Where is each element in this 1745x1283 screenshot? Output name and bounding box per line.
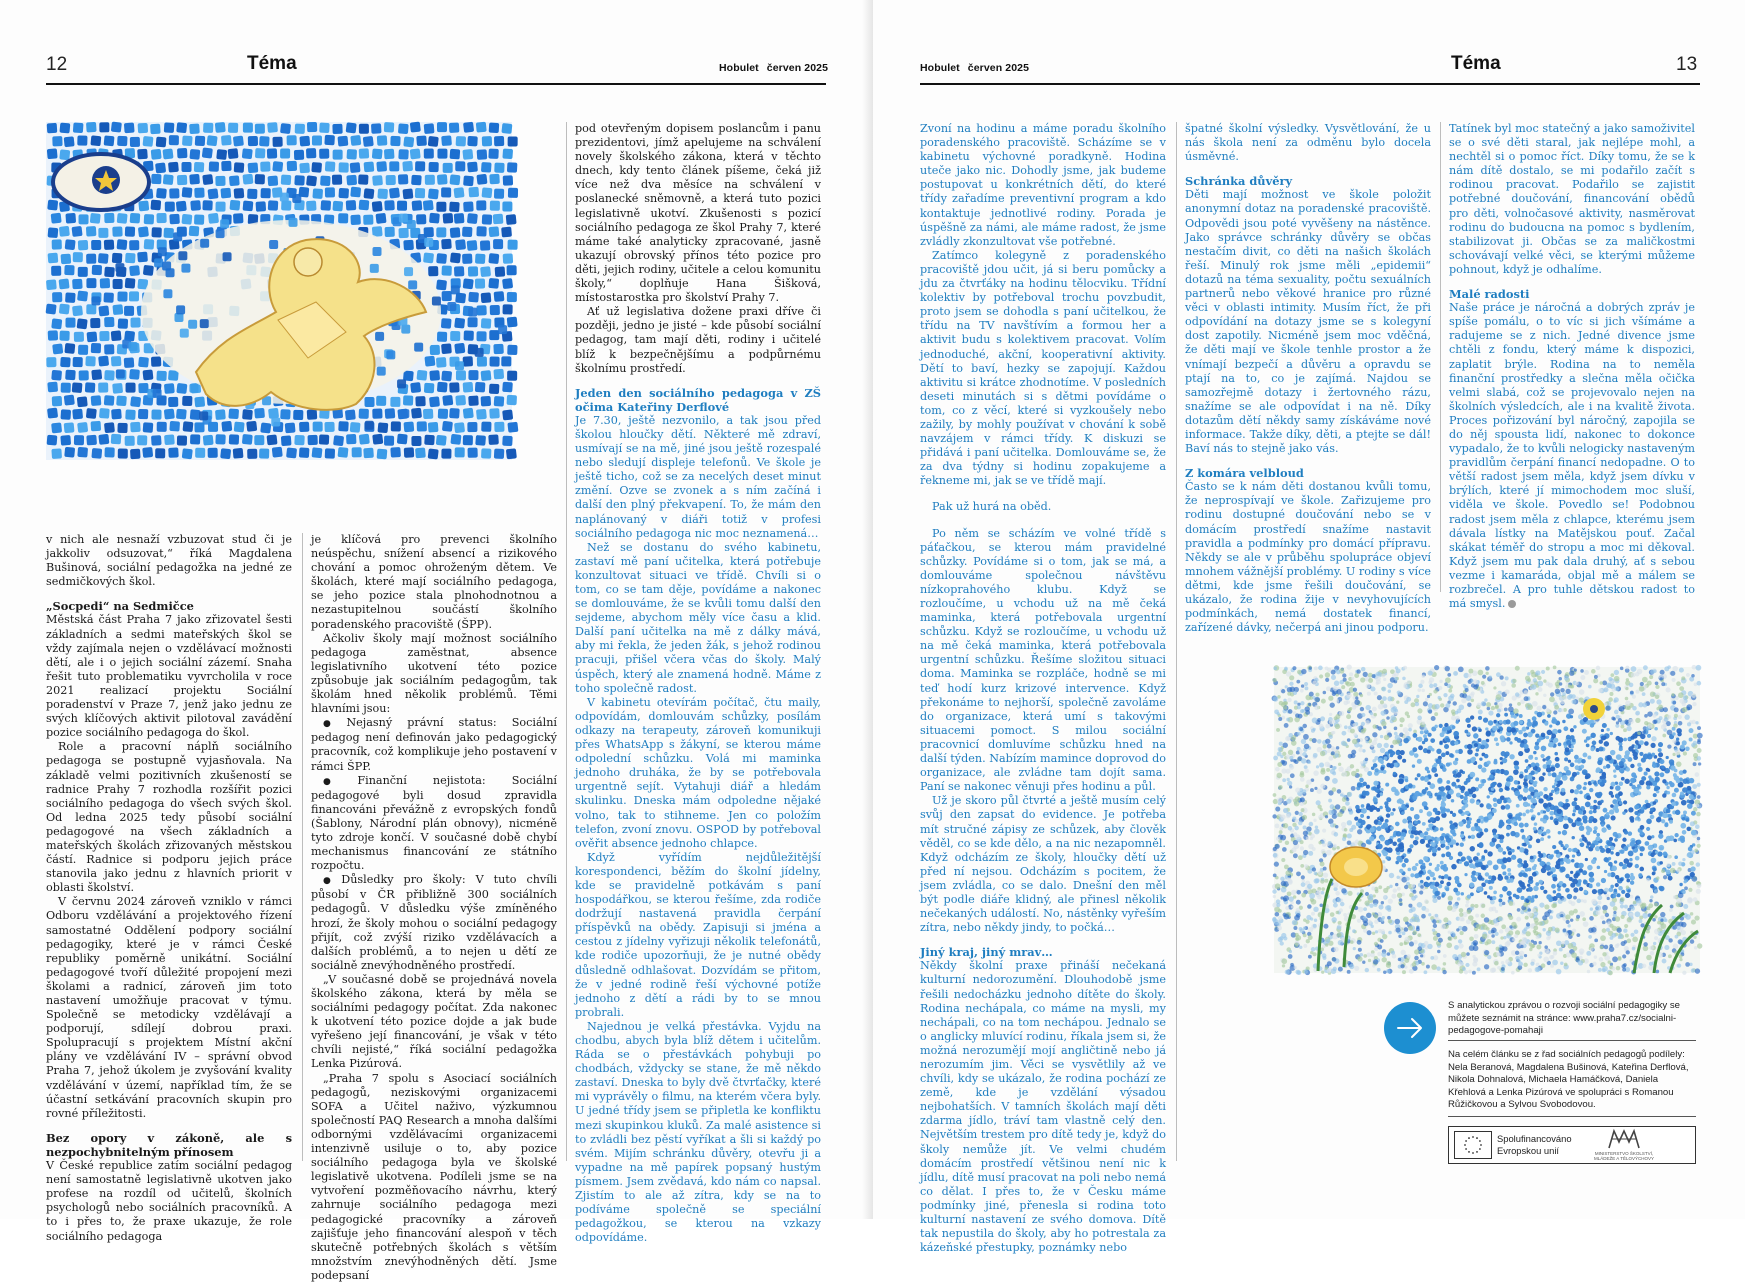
note-rule: [1448, 1040, 1696, 1041]
paragraph-text: Naše práce je náročná a dobrých zpráv je spíše pomálu, o to víc si jich všímáme a radujeme se z nich. Jedné divence jsme chtěli z fondu, který máme k dispozici, zaplatit brýle. Rodina na to neměla finanční prostředky a slečna měla očička velmi slabá, což se projevovalo nejen na školních výsledcích, ale i na kvalitě života. Proces pořizování byl náročný, zapojila se do něj spousta lidí, nakonec to dokonce vypadalo, že to kvůli nelogicky nastaveným pravidlům čerpání financí nedopadne. O to větší radost jsem měla, když jsem dívku v brýlích, které jí mimochodem moc sluší, viděla ve škole. Povedlo se! Podobnou radost jsem měla z chlapce, kterému jsem dávala lístky na Matějskou pouť. Začal skákat téměř do stropu a moc mi děkoval. Když jsem mu pak dala druhý, ať s sebou vezme i kamaráda, objal mě a málem se rozbrečel. A pro tuhle dětskou radost to má smysl.: [1449, 301, 1695, 611]
msmt-logo-text: [1591, 1151, 1657, 1161]
paragraph: Najednou je velká přestávka. Vyjdu na chodbu, abych byla blíž dětem i učitelům. Ráda se o přestávkách pohybuji po chodbách, vždycky se stane, že mě někdo zastaví. Dneska to byly dvě čtvrťačky, které mi vyprávěly o filmu, na kterém včera byly. U jedné třídy jsem se připletla ke konfliktu mezi skupinkou kluků. Za malé asistence si to zvládli bez pěstí vyříkat a šli si každý po svém. Mijím schránku důvěry, otevřu ji a vypadne na mě papírek popsaný hustým písmem. Jsem zvědavá, kdo nám co napsal. Zjistím to ale až zítra, kdy se na to podíváme společně se speciální pedagožkou, se kterou na vzkazy odpovídáme.: [575, 1019, 821, 1245]
bullet-item: ● Důsledky pro školy: V tuto chvíli působí v ČR přibližně 300 sociálních pedagogů. V důsledku výše zmíněného hrozí, že školy mohou o sociální pedagogy přijít, což zvýší riziko vzdělávacích a dalších problémů, a to nejen u dětí ze sociálně znevýhodněného prostředí.: [311, 873, 557, 973]
paragraph: Zatímco kolegyně z poradenského pracoviště jdou učit, já si beru pomůcky a jdu za čtvrťáky na hodinu tělocviku. Třídní kolektiv by potřeboval trochu povzbudit, proto jsem se dohodla s paní učitelkou, že třídu na TV navštívím a formou her a aktivit budu s kolektivem pracovat. Volím jednoduché, akční, kooperativní aktivity. Dětí to baví, hezky se zapojují. Každou aktivitu si krátce zhodnotíme. V posledních deseti minutách si s dětmi povídáme o tom, co z věcí, které si vyzkoušely nebo zažily, by mohly používat v chování k sobě navzájem v rámci třídy. K diskuzi se přidává i paní učitelka. Domlouváme se, že za dva týdny si hodinu zopakujeme a řekneme mi, jak se ve třídě mají.: [920, 248, 1166, 488]
magazine-name: Hobulet: [719, 62, 759, 74]
note-rule: [1448, 1116, 1696, 1117]
eu-label-line: Spolufinancováno: [1497, 1133, 1572, 1144]
paragraph: V červnu 2024 zároveň vzniklo v rámci Odboru vzdělávání a projektového řízení samostatné Oddělení podpory sociální pedagogiky, které je v rámci České republiky poměrně unikátní. Sociální pedagogové tvoří důležité propojení mezi školami a radnicí, zároveň jim toto nastavení umožňuje pracovat v týmu. Společně se metodicky vzdělávají a podporují, sdílejí dobrou praxi. Spolupracují s projektem Místní akční plány ve vzdělávání IV – správní obvod Praha 7, jehož úkolem je zvyšování kvality vzdělávání v území, například tím, že se účastní setkávání pracovních skupin pro rovné příležitosti.: [46, 895, 292, 1120]
arrow-right-icon: [1384, 1002, 1436, 1054]
dotted-bird-artwork: [1274, 667, 1700, 973]
paragraph: Role a pracovní náplň sociálního pedagoga se postupně vyjasňovala. Na základě velmi pozitivních zkušeností se radnice Prahy 7 rozhodla rozšířit pozici sociálního pedagoga do všech svých škol. Od ledna 2025 tedy působí sociální pedagogové na všech základních a mateřských školách zřizovaných městskou částí. Radnice si podporu jejich práce stanovila jako jednu z hlavních priorit v oblasti školství.: [46, 740, 292, 895]
spacer: [920, 515, 1166, 527]
paragraph: V České republice zatím sociální pedagog není samostatně legislativně ukotven jako profese na rozdíl od učitelů, školních psychologů nebo sociálních pracovníků. A to i přes to, že praxe ukazuje, že role sociálního pedagoga: [46, 1159, 292, 1243]
masthead: [719, 62, 836, 74]
right-column-3: [1449, 122, 1695, 611]
paragraph: [1449, 301, 1695, 611]
magazine-name: Hobulet: [920, 62, 960, 74]
left-column-2: [311, 533, 557, 1283]
bullet-item: ● Finanční nejistota: Sociální pedagogové byli dosud zpravidla financováni převážně z evropských fondů (Šablony, Národní plán obnovy), nicméně tyto zdroje končí. V současné době chybí mechanismus financování ze státního rozpočtu.: [311, 774, 557, 874]
paragraph: Po něm se scházím ve volné třídě s páťačkou, se kterou mám pravidelné schůzky. Povídáme si o tom, jak se má, a domlouváme společnou návštěvu nízkoprahového klubu. Když se rozloučíme, u vchodu už na mě čeká maminka, která potřebovala urgentní schůzku. Když se rozloučíme, u vchodu už na mě čeká maminka, která potřebovala urgentní schůzku. Řešíme složitou situaci doma. Maminka se rozpláče, hodně se mi teď hodí kurz krizové intervence. Když překonáme to nejhorší, společně zavoláme do organizace, která umí s takovými situacemi pomoct. S milou sociální pracovnicí domluvíme schůzku hned na další týden. Nabízím mamince doprovod do organizace, ale zvládne tam dojít sama. Paní se nakonec věnuji přes hodinu a půl.: [920, 526, 1166, 794]
section-rubric: Téma: [1451, 53, 1501, 74]
bullet-dot-icon: [1508, 600, 1516, 608]
subheading: Schránka důvěry: [1185, 174, 1293, 189]
page-number: 13: [1676, 54, 1698, 75]
sidebar-story: [575, 386, 821, 1246]
subheading: Bez opory v zákoně, ale s nezpochybnitelným přínosem: [46, 1130, 292, 1159]
arrow-right-button[interactable]: [1384, 1002, 1436, 1054]
page-left: [0, 0, 872, 1282]
credits-note: Na celém článku se z řad sociálních pedagogů podílely: Nela Beranová, Magdalena Bušinová, Kateřina Derflová, Nikola Dohnalová, Michaela Hamáčková, Daniela Křehlová a Lenka Pizúrová ve spolupráci s Romanou Růžičkovou a Sylvou Svobodovou.: [1448, 1049, 1689, 1111]
msmt-line: MINISTERSTVO ŠKOLSTVÍ,: [1594, 1151, 1654, 1156]
paragraph: Tatínek byl moc statečný a jako samoživitel se o své děti staral, jak nejlépe mohl, a nechtěl si o pomoc říct. Díky tomu, že se k nám dítě dostalo, se mi podařilo začít s rodinou pracovat. Podařilo se zajistit potřebné doučování, financování obědů pro děti, volnočasové aktivity, nasměrovat rodinu do budoucna na pomoc s bydlením, stabilizovat ji. Občas se za maličkostmi schovávají velké věci, se kterými můžeme pohnout, když je odhalíme.: [1449, 122, 1695, 276]
paragraph: „Praha 7 spolu s Asociací sociálních pedagogů, neziskovými organizacemi SOFA a Učitel naživo, výzkumnou společností PAQ Research a mnoha dalšími odbornými vzdělávacími organizacemi intenzivně usiluje o to, aby pozice sociálního pedagoga byla ve školské legislativě ukotvena. Podíleli jsme se na vytvoření pozměňovacího návrhu, který zahrnuje sociálního pedagoga mezi pedagogické pracovníky a zároveň zajišťuje jeho financování alespoň v těch skutečně potřebných školách s větším množstvím znevýhodněných dětí. Jsme podepsaní: [311, 1071, 557, 1282]
right-column-2: [1185, 122, 1431, 635]
left-column-3: [575, 122, 821, 1245]
column-rule: [1440, 122, 1441, 592]
paragraph: Často se k nám děti dostanou kvůli tomu, že neprospívají ve škole. Zařizujeme pro rodinu dostupné doučování nebo se v domácím prostředí snažíme nastavit pravidla a podmínky pro domácí přípravu. Někdy se ale v průběhu spolupráce objeví mnohem vážnější problémy. U rodiny s více dětmi, kde jsme řešili doučování, se ukázalo, že rodina žije v nevyhovujících podmínkách, nemá dostatek financí, zařízené dávky, nečerpá ani jinou podporu.: [1185, 480, 1431, 635]
issue-date: červen 2025: [967, 62, 1030, 74]
paragraph: Ačkoliv školy mají možnost sociálního pedagoga zaměstnat, absence legislativního ukotvení této pozice způsobuje jak sociálním pedagogům, tak školám hned několik problémů. Těmi hlavními jsou:: [311, 631, 557, 716]
paragraph: Než se dostanu do svého kabinetu, zastaví mě paní učitelka, která potřebuje konzultovat situaci ve třídě. Chvíli si o tom, co se tam děje, povídáme a nakonec se domlouváme, že se kvůli tomu další den sejdeme, abychom měly více času a klid. Další paní učitelka na mě z dálky mává, aby mi řekla, že jeden žák, s jehož rodinou pracuji, přišel včera včas do školy. Malý úspěch, který ale znamená hodně. Máme z toho společně radost.: [575, 540, 821, 695]
paragraph: V kabinetu otevírám počítač, čtu maily, odpovídám, domlouvám schůzky, posílám odkazy na terapeuty, zároveň komunikuji přes WhatsApp s žákyní, se kterou máme odpolední schůzku. Volá mi maminka jednoho druháka, že by se potřebovala urgentně sejít. Vytahuji diář a hledám skulinku. Dneska mám odpoledne nějaké volno, tak to stihneme. Jen co položím telefon, zvoní znovu. OSPOD by potřeboval ověřit absence jednoho chlapce.: [575, 695, 821, 850]
subheading: Malé radosti: [1449, 287, 1530, 302]
page-number: 12: [46, 54, 68, 75]
eu-flag-icon: [1454, 1131, 1492, 1159]
eu-label-line: Evropskou unií: [1497, 1144, 1560, 1156]
info-note: S analytickou zprávou o rozvoji sociální pedagogiky se můžete seznámit na stránce: www.praha7.cz/socialni-pedagogove-pomahaji: [1448, 1000, 1680, 1037]
spacer: [920, 488, 1166, 500]
eu-funding-label: [1497, 1133, 1572, 1156]
paragraph: Ať už legislativa dožene praxi dříve či později, jedno je jisté – kde působí sociální pedagog, tam mají děti, rodiny i učitelé blíž k bezpečnějšímu a podpůrnému školnímu prostředí.: [575, 305, 821, 375]
left-column-1: [46, 533, 292, 1244]
paragraph: Je 7.30, ještě nezvonilo, a tak jsou před školou hloučky dětí. Některé mě zdraví, usmívají se na mě, jiné jsou ještě rozespalé nebo sledují displeje telefonů. Ve škole je ještě ticho, což se za necelých deset minut změní. Ozve se zvonek a s ním začíná i další den plný překvapení. To, že mám den naplánovaný v diáři totiž v profesi sociálního pedagoga nic moc neznamená…: [575, 413, 821, 540]
msmt-line: MLÁDEŽE A TĚLOVÝCHOVY: [1594, 1156, 1654, 1161]
paragraph: Městská část Praha 7 jako zřizovatel šesti základních a sedmi mateřských škol se vždy zajímala nejen o vzdělávací možnosti dětí, ale i o jejich sociální zázemí. Snaha řešit tuto problematiku vyvrcholila v roce 2021 realizací projektu Sociální poradenství v Praze 7, jenž jako jednu ze svých klíčových aktivit pilotoval zavádění pozice sociálního pedagoga do škol.: [46, 613, 292, 740]
section-rubric: Téma: [247, 53, 297, 74]
paragraph: Pak už hurá na oběd.: [932, 500, 1052, 514]
column-rule: [1176, 122, 1177, 1161]
paragraph: Když vyřídím nejdůležitější korespondenci, běžím do školní jídelny, kde se pravidelně potkávám s paní hospodářkou, se kterou řešíme, zda rodiče dodržují nastavená pravidla čerpání příspěvků na obědy. Zapisuji si jména a cestou z jídelny vyřizuji několik telefonátů, kde rodiče upozorňuji, že je nutné obědy důsledně odhlašovat. Dozvídám se přitom, že v jedné rodině řeší výchovné potíže jednoho z dětí a rádi by to se mnou probrali.: [575, 850, 821, 1019]
column-rule: [566, 122, 567, 1161]
subheading: Jeden den sociálního pedagoga v ZŠ očima Kateřiny Derflové: [575, 385, 821, 414]
paragraph: „V současné době se projednává novela školského zákona, která by měla se sociálními pedagogy počítat. Zda nakonec k ukotvení této pozice dojde a jak bude vyřešeno její financování, je však v této chvíli nejisté,“ říká sociální pedagožka Lenka Pizúrová.: [311, 972, 557, 1071]
subheading: Jiný kraj, jiný mrav…: [920, 945, 1053, 960]
header-rule: [920, 83, 1700, 85]
issue-date: červen 2025: [766, 62, 829, 74]
paragraph: je klíčová pro prevenci školního neúspěchu, snížení absencí a rizikového chování a pomoc ohroženým dětem. Ve školách, které mají sociálního pedagoga, se jeho pozice stala plnohodnotnou a nezastupitelnou součástí školního poradenského pracoviště (ŠPP).: [311, 533, 557, 631]
paragraph: špatné školní výsledky. Vysvětlování, že u nás škola není za odměnu bylo docela úsměvné.: [1185, 122, 1431, 164]
paragraph: Zvoní na hodinu a máme poradu školního poradenského pracoviště. Scházíme se v kabinetu výchovné poradkyně. Hodina uteče jako nic. Dohodly jsme, jak budeme postupovat u konkrétních dětí, do které třídy zařadíme preventivní program a kdo kontaktuje jednotlivé rodiny. Porada je úspěšně za námi, ale máme radost, že jsme zvládly zkonzultovat vše potřebné.: [920, 122, 1166, 248]
column-rule: [302, 533, 303, 1161]
paragraph: Děti mají možnost ve škole položit anonymní dotaz na poradenské pracoviště. Odpovědi jsou poté vyvěšeny na nástěnce. Jako správce schránky důvěry se občas nestačím divit, co děti na našich školách řeší. Minulý rok jsme měli „epidemii“ dotazů na téma sexuality, počtu sexuálních partnerů nebo věkové hranice pro různé věci v oblasti intimity. Musím říct, že při odpovídání na dotazy jsme se s kolegyní dost zapotily. Nicméně jsem moc vděčná, že děti mají ve škole tenhle prostor a že vnímají bezpečí a důvěru a opravdu se ptají na to, co je zajímá. Najdou se samozřejmě dotazy i žertovného rázu, snažíme se ale odpovídat i na ně. Díky dotazům dětí někdy samy získáváme nové informace. Takže díky, děti, a ptejte se dál! Baví nás to stejně jako vás.: [1185, 188, 1431, 456]
paragraph: Někdy školní praxe přináší nečekaná kulturní nedorozumění. Dlouhodobě jsme řešili nedocházku jednoho dítěte do školy. Rodina nechápala, co máme na mysli, my nechápali, co na tom nechápou. Jednalo se o anglicky mluvící rodinu, říkala jsem si, že možná nerozumějí mojí angličtině nebo já nerozumím jim. Věci se vysvětlily až ve chvíli, kdy se ukázalo, že rodina pochází ze země, kde je vzdělání výsadou nejbohatších. V tamních školách mají děti zdarma jídlo, tráví tam vlastně celý den. Největším trestem pro dítě tedy je, když do školy nemůže jít. Ve velmi chudém domácím prostředí většinou není nic k jídlu, dítě musí pracovat na poli nebo nemá co dělat. I přes to, že v Česku máme podmínky jiné, přenesla si rodina toto kulturní nastavení ze svého domova. Dítě tak nepustila do školy, aby ho potrestala za kázeňské přestupky, poznámky nebo: [920, 959, 1166, 1255]
masthead: [920, 62, 1037, 74]
illustration-mosaic-figure: [46, 122, 512, 460]
right-column-1: [920, 122, 1166, 1255]
mosaic-figure-artwork: [46, 122, 512, 460]
paragraph: Už je skoro půl čtvrté a ještě musím celý svůj den zapsat do evidence. Je potřeba mít stručné zápisy ze schůzek, aby člověk věděl, co se kde dělo, a na nic nezapomněl. Když odcházím ze školy, hloučky dětí už před ní nejsou. Odcházím s pocitem, že jsem zvládla, co se dalo. Dnešní den měl být podle diáře klidný, ale přinesl několik nečekaných událostí. No, nástěnky vyřeším zítra, nebo někdy jindy, to počká…: [920, 794, 1166, 935]
subheading: „Socpedi“ na Sedmičce: [46, 599, 194, 614]
header-rule: [46, 83, 826, 85]
subheading: Z komára velbloud: [1185, 466, 1304, 481]
paragraph: v nich ale nesnaží vzbuzovat stud či je jakkoliv odsuzovat,“ říká Magdalena Bušinová, sociální pedagožka na jedné ze sedmičkových škol.: [46, 533, 292, 589]
illustration-dotted-bird: [1274, 667, 1700, 973]
page-right: [873, 0, 1745, 1255]
bullet-item: ● Nejasný právní status: Sociální pedagog není definován jako pedagogický pracovník, což komplikuje jeho postavení v rámci ŠPP.: [311, 716, 557, 773]
paragraph: pod otevřeným dopisem poslancům i panu prezidentovi, jímž apelujeme na schválení novely školského zákona, která v těchto dnech, kdy tento článek píšeme, čeká již více než dva měsíce na schválení v poslanecké sněmovně, a která tuto pozici legislativně ukotví. Zkušenosti s pozicí sociálního pedagoga ze škol Prahy 7, které máme také analyticky zpracované, jasně ukazují obrovský přínos této pozice pro děti, jejich rodiny, učitele a celou komunitu školy,“ doplňuje Hana Šišková, místostarostka pro školství Prahy 7.: [575, 122, 821, 305]
msmt-logo-icon: [1606, 1128, 1642, 1150]
